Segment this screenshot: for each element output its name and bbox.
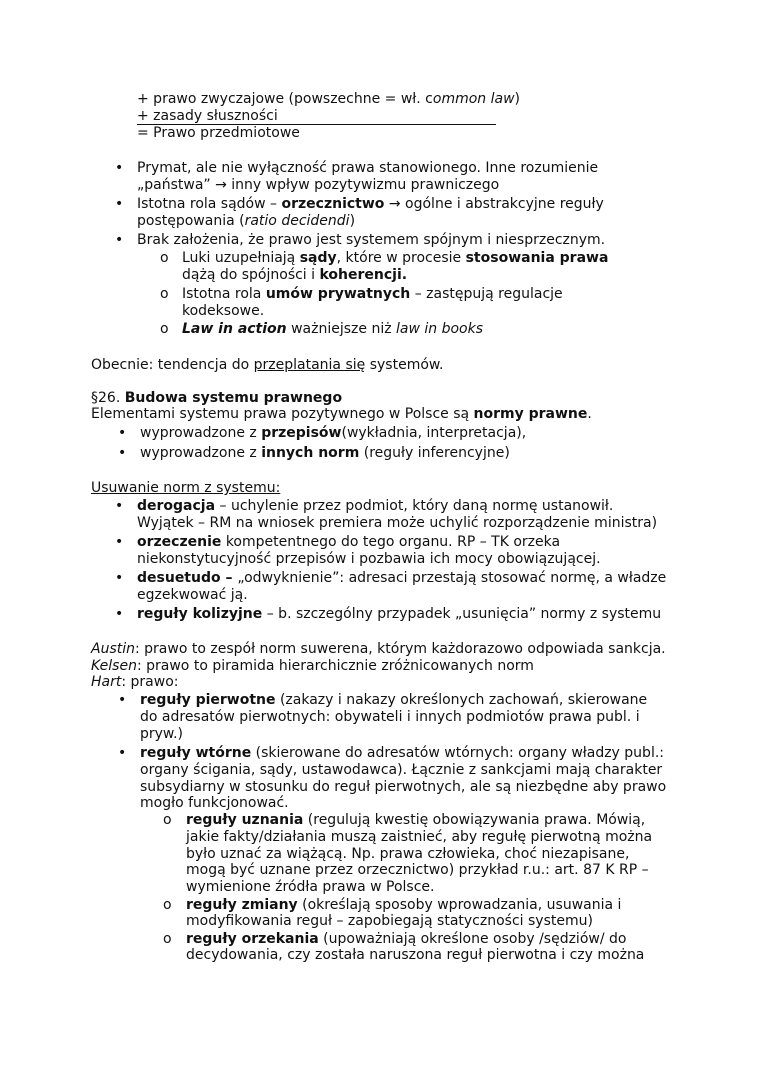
- section-number: §26.: [91, 390, 125, 406]
- text-bold: reguły wtórne: [140, 745, 252, 761]
- text: .: [587, 406, 592, 422]
- text: Istotna rola sądów –: [137, 196, 282, 212]
- bullet-icon: •: [115, 534, 124, 550]
- sub-bullet-icon: o: [163, 897, 172, 913]
- sub-bullet-icon: o: [163, 931, 172, 947]
- hart-uznania-line5: wymienione źródła prawa w Polsce.: [186, 879, 435, 895]
- text: Luki uzupełniają: [182, 250, 300, 266]
- austin-line: [91, 641, 666, 658]
- text-bold: derogacja: [137, 498, 216, 514]
- text: : prawo to zespół norm suwerena, którym każdorazowo odpowiada sankcja.: [135, 641, 666, 657]
- text: Elementami systemu prawa pozytywnego w Polsce są: [91, 406, 474, 422]
- text-italic: Kelsen: [91, 658, 137, 674]
- text: (zakazy i nakazy określonych zachowań, skierowane: [275, 692, 648, 708]
- usuwanie-item3-line1: [137, 570, 666, 587]
- list1-sub1-line1: [182, 250, 608, 267]
- list1-item1-line2: „państwa” → inny wpływ pozytywizmu prawniczego: [137, 177, 500, 193]
- text: (określają sposoby wprowadzania, usuwania i: [297, 897, 622, 913]
- list1-item2-line1: [137, 196, 604, 213]
- usuwanie-heading: Usuwanie norm z systemu:: [91, 480, 281, 496]
- list1-sub3: [182, 321, 483, 338]
- text: ): [514, 91, 521, 107]
- usuwanie-item2-line2: niekonstytucyjność przepisów i pozbawia ich mocy obowiązującej.: [137, 551, 601, 567]
- hart-zmiany-line2: modyfikowania reguł – zapobiegają statyczności systemu): [186, 913, 593, 929]
- formula-line-1: [137, 91, 520, 108]
- list1-sub2-line1: [182, 286, 563, 303]
- text: ważniejsze niż: [286, 321, 397, 337]
- text-bold: reguły orzekania: [186, 931, 319, 947]
- text-italic: ommon law: [432, 91, 515, 107]
- list1-sub1-line2: [182, 267, 407, 284]
- text: postępowania (: [137, 213, 245, 229]
- text: (skierowane do adresatów wtórnych: organy władzy publ.:: [251, 745, 664, 761]
- text-bold: stosowania prawa: [465, 250, 609, 266]
- hart-uznania-line2: jakie fakty/działania muszą zaistnieć, aby regułę pierwotną można: [186, 829, 653, 845]
- text-bold: przepisów: [261, 425, 342, 441]
- hart-item1-line1: [140, 692, 647, 709]
- hart-orzekania-line2: decydowania, czy została naruszona reguł pierwotna i czy można: [186, 947, 645, 963]
- hart-uznania-line1: [186, 812, 645, 829]
- hart-item2-line3: subsydiarny w stosunku do reguł pierwotnych, ale są niezbędne aby prawo: [140, 779, 667, 795]
- text: kompetentnego do tego organu. RP – TK orzeka: [221, 534, 561, 550]
- text: (regulują kwestię obowiązywania prawa. Mówią,: [303, 812, 646, 828]
- text: dążą do spójności i: [182, 267, 320, 283]
- text: Obecnie: tendencja do: [91, 357, 254, 373]
- text: ): [349, 213, 356, 229]
- text-bold: reguły uznania: [186, 812, 304, 828]
- text-bold: desuetudo –: [137, 570, 238, 586]
- section-heading: [91, 390, 342, 407]
- hart-item2-line4: mogło funkcjonować.: [140, 795, 289, 811]
- text-bold: reguły kolizyjne: [137, 606, 263, 622]
- section-bullet-2: [140, 445, 510, 462]
- sub-bullet-icon: o: [160, 286, 169, 302]
- text-bold: innych norm: [261, 445, 360, 461]
- text-italic: law in books: [396, 321, 484, 337]
- text: (reguły inferencyjne): [359, 445, 510, 461]
- text-bold: koherencji.: [319, 267, 408, 283]
- bullet-icon: •: [118, 745, 127, 761]
- text-bold: umów prywatnych: [265, 286, 411, 302]
- text-bold: orzeczenie: [137, 534, 222, 550]
- text: → ogólne i abstrakcyjne reguły: [384, 196, 604, 212]
- list1-sub2-line2: kodeksowe.: [182, 303, 265, 319]
- hart-uznania-line4: mogą być uznane przez orzecznictwo) przykład r.u.: art. 87 K RP –: [186, 862, 649, 878]
- text: (upoważniają określone osoby /sędziów/ do: [318, 931, 627, 947]
- text-italic: ratio decidendi: [244, 213, 350, 229]
- formula-line-3: = Prawo przedmiotowe: [137, 125, 300, 141]
- sub-bullet-icon: o: [160, 321, 169, 337]
- text-bold: orzecznictwo: [281, 196, 385, 212]
- text: : prawo to piramida hierarchicznie zróżnicowanych norm: [136, 658, 534, 674]
- text-italic: Hart: [91, 674, 122, 690]
- usuwanie-item4: [137, 606, 661, 623]
- hart-orzekania-line1: [186, 931, 626, 948]
- formula-line-2: + zasady słuszności: [137, 108, 278, 124]
- text: – uchylenie przez podmiot, który daną normę ustanowił.: [215, 498, 614, 514]
- bullet-icon: •: [115, 570, 124, 586]
- text: – zastępują regulacje: [410, 286, 563, 302]
- bullet-icon: •: [115, 232, 124, 248]
- hart-uznania-line3: było uznać za wiążącą. Np. prawa człowieka, choć niezapisane,: [186, 846, 630, 862]
- bullet-icon: •: [115, 498, 124, 514]
- usuwanie-item3-line2: egzekwować ją.: [137, 587, 248, 603]
- bullet-icon: •: [118, 445, 127, 461]
- bullet-icon: •: [115, 196, 124, 212]
- text: + prawo zwyczajowe (powszechne = wł. c: [137, 91, 433, 107]
- text-bold: reguły zmiany: [186, 897, 298, 913]
- text: : prawo:: [121, 674, 179, 690]
- bullet-icon: •: [115, 606, 124, 622]
- list1-item3: Brak założenia, że prawo jest systemem spójnym i niesprzecznym.: [137, 232, 606, 248]
- bullet-icon: •: [118, 692, 127, 708]
- obecnie-paragraph: [91, 357, 444, 374]
- usuwanie-item1-line1: [137, 498, 613, 515]
- text-bold: sądy: [299, 250, 337, 266]
- text: (wykładnia, interpretacja),: [341, 425, 527, 441]
- hart-item1-line2: do adresatów pierwotnych: obywateli i innych podmiotów prawa publ. i: [140, 709, 640, 725]
- bullet-icon: •: [115, 160, 124, 176]
- text: wyprowadzone z: [140, 445, 262, 461]
- text-italic: Austin: [91, 641, 135, 657]
- text-bold: reguły pierwotne: [140, 692, 276, 708]
- sub-bullet-icon: o: [160, 250, 169, 266]
- text-bold-italic: Law in action: [182, 321, 287, 337]
- text: wyprowadzone z: [140, 425, 262, 441]
- list1-item1-line1: Prymat, ale nie wyłączność prawa stanowionego. Inne rozumienie: [137, 160, 599, 176]
- text: systemów.: [365, 357, 444, 373]
- text: – b. szczególny przypadek „usunięcia” normy z systemu: [262, 606, 662, 622]
- kelsen-line: [91, 658, 534, 675]
- hart-item1-line3: pryw.): [140, 726, 184, 742]
- hart-item2-line2: organy ścigania, sądy, ustawodawca). Łącznie z sankcjami mają charakter: [140, 762, 663, 778]
- text: Istotna rola: [182, 286, 266, 302]
- bullet-icon: •: [118, 425, 127, 441]
- section-title: Budowa systemu prawnego: [124, 390, 343, 406]
- text: „odwyknienie”: adresaci przestają stosować normę, a władze: [237, 570, 667, 586]
- hart-item2-line1: [140, 745, 664, 762]
- section-intro: [91, 406, 592, 423]
- text: , które w procesie: [336, 250, 466, 266]
- text-bold: normy prawne: [473, 406, 588, 422]
- hart-line: [91, 674, 178, 691]
- usuwanie-item1-line2: Wyjątek – RM na wniosek premiera może uchylić rozporządzenie ministra): [137, 515, 658, 531]
- text-underlined: przeplatania się: [253, 357, 366, 373]
- usuwanie-item2-line1: [137, 534, 560, 551]
- list1-item2-line2: [137, 213, 355, 230]
- hart-zmiany-line1: [186, 897, 621, 914]
- sub-bullet-icon: o: [163, 812, 172, 828]
- section-bullet-1: [140, 425, 526, 442]
